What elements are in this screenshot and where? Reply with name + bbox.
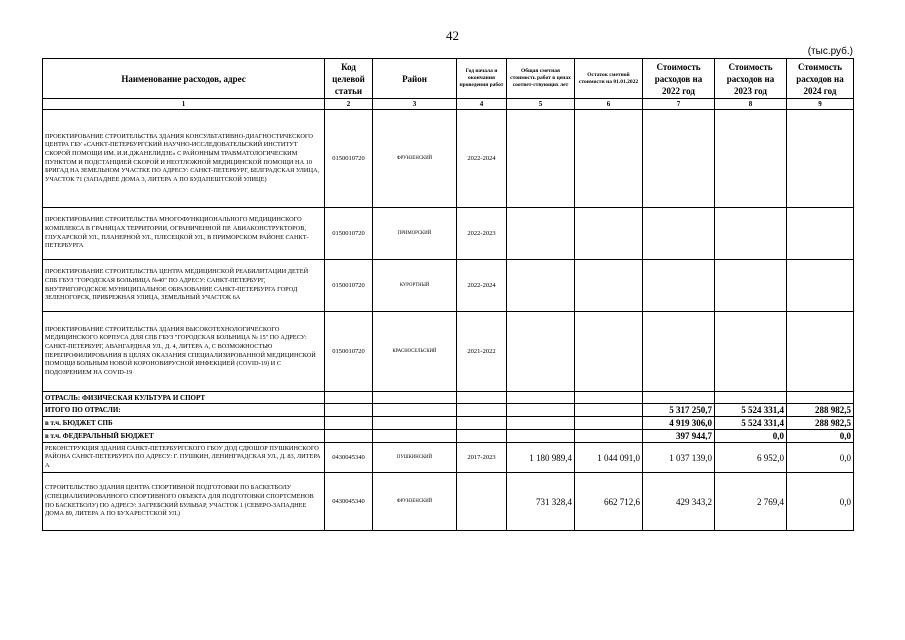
row-cost-2024	[787, 208, 854, 260]
column-number-row	[43, 99, 854, 110]
row-cost-2024	[787, 312, 854, 392]
units-label: (тыс.руб.)	[807, 46, 853, 57]
total-cost-2023: 0,0	[715, 430, 787, 443]
row-cost-2024: 0,0	[787, 473, 854, 531]
column-number: 5	[507, 99, 575, 110]
row-cost-2022	[643, 312, 715, 392]
column-number: 2	[325, 99, 373, 110]
row-period: 2021-2022	[457, 312, 507, 392]
section-row	[43, 392, 854, 404]
row-cost-2023	[715, 260, 787, 312]
row-code: 0150010720	[325, 312, 373, 392]
header-cost-2024: Стоимость расходов на 2024 год	[787, 59, 854, 99]
row-cost-2024	[787, 260, 854, 312]
header-name: Наименование расходов, адрес	[43, 59, 325, 99]
header-code: Код целевой статьи	[325, 59, 373, 99]
header-remainder: Остаток сметной стоимости на 01.01.2022	[575, 59, 643, 99]
row-district: ПУШКИНСКИЙ	[373, 443, 457, 473]
total-cost-2023: 5 524 331,4	[715, 417, 787, 430]
row-estimate	[507, 110, 575, 208]
table-row	[43, 110, 854, 208]
total-label: в т.ч. БЮДЖЕТ СПБ	[43, 417, 325, 430]
row-name: РЕКОНСТРУКЦИЯ ЗДАНИЯ САНКТ-ПЕТЕРБУРГСКОГО ГБОУ ДОД СДЮШОР ПУШКИНСКОГО РАЙОНА САНКТ-ПЕТЕРБУРГА ПО АДРЕСУ: Г. ПУШКИН, ЛЕНИНГРАДСКАЯ УЛ., Д. 83, ЛИТЕРА А	[43, 443, 325, 473]
total-cost-2022: 397 944,7	[643, 430, 715, 443]
row-code: 0150010720	[325, 260, 373, 312]
row-estimate: 731 328,4	[507, 473, 575, 531]
row-cost-2022: 1 037 139,0	[643, 443, 715, 473]
header-row	[43, 59, 854, 99]
page-number: 42	[446, 28, 459, 43]
header-cost-2022: Стоимость расходов на 2022 год	[643, 59, 715, 99]
row-estimate: 1 180 989,4	[507, 443, 575, 473]
row-name: ПРОЕКТИРОВАНИЕ СТРОИТЕЛЬСТВА ЦЕНТРА МЕДИЦИНСКОЙ РЕАБИЛИТАЦИИ ДЕТЕЙ СПБ ГБУЗ "ГОРОДСКАЯ БОЛЬНИЦА №40" ПО АДРЕСУ: САНКТ-ПЕТЕРБУРГ, ВНУТРИГОРОДСКОЕ МУНИЦИПАЛЬНОЕ ОБРАЗОВАНИЕ САНКТ-ПЕТЕРБУРГА ГОРОД ЗЕЛЕНОГОРСК, ПРИБРЕЖНАЯ УЛИЦА, ЗЕМЕЛЬНЫЙ УЧАСТОК 6А	[43, 260, 325, 312]
row-remainder: 662 712,6	[575, 473, 643, 531]
row-district: ПРИМОРСКИЙ	[373, 208, 457, 260]
table-row	[43, 443, 854, 473]
row-name: ПРОЕКТИРОВАНИЕ СТРОИТЕЛЬСТВА ЗДАНИЯ ВЫСОКОТЕХНОЛОГИЧЕСКОГО МЕДИЦИНСКОГО КОРПУСА ДЛЯ СПБ ГБУЗ "ГОРОДСКАЯ БОЛЬНИЦА № 15" ПО АДРЕСУ: САНКТ-ПЕТЕРБУРГ, АВАНГАРДНАЯ УЛ., Д. 4, ЛИТЕРА А, С ВОЗМОЖНОСТЬЮ ПЕРЕПРОФИЛИРОВАНИЯ В ЦЕЛЯХ ОКАЗАНИЯ СПЕЦИАЛИЗИРОВАННОЙ МЕДИЦИНСКОЙ ПОМОЩИ БОЛЬНЫМ НОВОЙ КОРОНОВИРУСНОЙ ИНФЕКЦИЕЙ (COVID-19) И С ПОДОЗРЕНИЕМ НА COVID-19	[43, 312, 325, 392]
total-cost-2024: 0,0	[787, 430, 854, 443]
row-period: 2022-2023	[457, 208, 507, 260]
row-name: ПРОЕКТИРОВАНИЕ СТРОИТЕЛЬСТВА МНОГОФУНКЦИОНАЛЬНОГО МЕДИЦИНСКОГО КОМПЛЕКСА В ГРАНИЦАХ ТЕРРИТОРИИ, ОГРАНИЧЕННОЙ ПР. АВИАКОНСТРУКТОРОВ, ГЛУХАРСКОЙ УЛ., ПЛАНЕРНОЙ УЛ., ПЛЕСЕЦКОЙ УЛ., В ПРИМОРСКОМ РАЙОНЕ САНКТ-ПЕТЕРБУРГА	[43, 208, 325, 260]
total-label: в т.ч. ФЕДЕРАЛЬНЫЙ БЮДЖЕТ	[43, 430, 325, 443]
column-number: 3	[373, 99, 457, 110]
row-remainder	[575, 260, 643, 312]
total-cost-2024: 288 982,5	[787, 417, 854, 430]
row-code: 0430045340	[325, 473, 373, 531]
row-code: 0430045340	[325, 443, 373, 473]
row-district: ФРУНЗЕНСКИЙ	[373, 473, 457, 531]
row-cost-2024	[787, 110, 854, 208]
row-cost-2023	[715, 312, 787, 392]
total-cost-2024: 288 982,5	[787, 404, 854, 417]
header-period: Год начала и окончания проведения работ	[457, 59, 507, 99]
table-row	[43, 312, 854, 392]
row-estimate	[507, 208, 575, 260]
header-cost-2023: Стоимость расходов на 2023 год	[715, 59, 787, 99]
row-district: ФРУНЗЕНСКИЙ	[373, 110, 457, 208]
table-row	[43, 208, 854, 260]
row-cost-2023	[715, 110, 787, 208]
row-remainder	[575, 208, 643, 260]
row-period: 2022-2024	[457, 110, 507, 208]
row-name: ПРОЕКТИРОВАНИЕ СТРОИТЕЛЬСТВА ЗДАНИЯ КОНСУЛЬТАТИВНО-ДИАГНОСТИЧЕСКОГО ЦЕНТРА ГБУ «САНКТ-ПЕТЕРБУРГСКИЙ НАУЧНО-ИССЛЕДОВАТЕЛЬСКИЙ ИНСТИТУТ СКОРОЙ ПОМОЩИ ИМ. И.И.ДЖАНЕЛИДЗЕ» С РАЙОННЫМ ТРАВМАТОЛОГИЧЕСКИМ ПУНКТОМ И ПОДСТАНЦИЕЙ СКОРОЙ И НЕОТЛОЖНОЙ МЕДИЦИНСКОЙ ПОМОЩИ НА 10 БРИГАД НА ЗЕМЕЛЬНОМ УЧАСТКЕ ПО АДРЕСУ: САНКТ-ПЕТЕРБУРГ, БЕЛГРАДСКАЯ УЛИЦА, УЧАСТОК 71 (ЗАПАДНЕЕ ДОМА 3, ЛИТЕРА А ПО БУДАПЕШТСКОЙ УЛИЦЕ)	[43, 110, 325, 208]
row-cost-2022: 429 343,2	[643, 473, 715, 531]
row-cost-2022	[643, 260, 715, 312]
row-estimate	[507, 260, 575, 312]
header-estimate: Общая сметная стоимость работ в ценах соответ-ствующих лет	[507, 59, 575, 99]
total-row	[43, 430, 854, 443]
row-district: КУРОРТНЫЙ	[373, 260, 457, 312]
row-cost-2023	[715, 208, 787, 260]
expenses-table	[42, 58, 854, 531]
section-label: ОТРАСЛЬ: ФИЗИЧЕСКАЯ КУЛЬТУРА И СПОРТ	[43, 392, 325, 404]
column-number: 6	[575, 99, 643, 110]
row-period: 2017-2023	[457, 443, 507, 473]
table-row	[43, 473, 854, 531]
column-number: 7	[643, 99, 715, 110]
column-number: 9	[787, 99, 854, 110]
row-cost-2022	[643, 110, 715, 208]
total-label: ИТОГО ПО ОТРАСЛИ:	[43, 404, 325, 417]
total-cost-2022: 4 919 306,0	[643, 417, 715, 430]
total-row	[43, 404, 854, 417]
row-name: СТРОИТЕЛЬСТВО ЗДАНИЯ ЦЕНТРА СПОРТИВНОЙ ПОДГОТОВКИ ПО БАСКЕТБОЛУ (СПЕЦИАЛИЗИРОВАННОГО СПОРТИВНОГО ОБЪЕКТА ДЛЯ ПОДГОТОВКИ СПОРТСМЕНОВ ПО БАСКЕТБОЛУ) ПО АДРЕСУ: ЗАГРЕБСКИЙ БУЛЬВАР, УЧАСТОК 1 (СЕВЕРО-ЗАПАДНЕЕ ДОМА 89, ЛИТЕРА А ПО БУХАРЕСТСКОЙ УЛ.)	[43, 473, 325, 531]
row-estimate	[507, 312, 575, 392]
column-number: 8	[715, 99, 787, 110]
row-period	[457, 473, 507, 531]
row-code: 0150010720	[325, 208, 373, 260]
total-cost-2022: 5 317 250,7	[643, 404, 715, 417]
header-district: Район	[373, 59, 457, 99]
row-cost-2024: 0,0	[787, 443, 854, 473]
row-remainder: 1 044 091,0	[575, 443, 643, 473]
row-remainder	[575, 312, 643, 392]
row-cost-2023: 2 769,4	[715, 473, 787, 531]
row-remainder	[575, 110, 643, 208]
row-cost-2023: 6 952,0	[715, 443, 787, 473]
row-cost-2022	[643, 208, 715, 260]
row-period: 2022-2024	[457, 260, 507, 312]
column-number: 4	[457, 99, 507, 110]
column-number: 1	[43, 99, 325, 110]
total-cost-2023: 5 524 331,4	[715, 404, 787, 417]
total-row	[43, 417, 854, 430]
table-row	[43, 260, 854, 312]
row-district: КРАСНОСЕЛЬСКИЙ	[373, 312, 457, 392]
row-code: 0150010720	[325, 110, 373, 208]
